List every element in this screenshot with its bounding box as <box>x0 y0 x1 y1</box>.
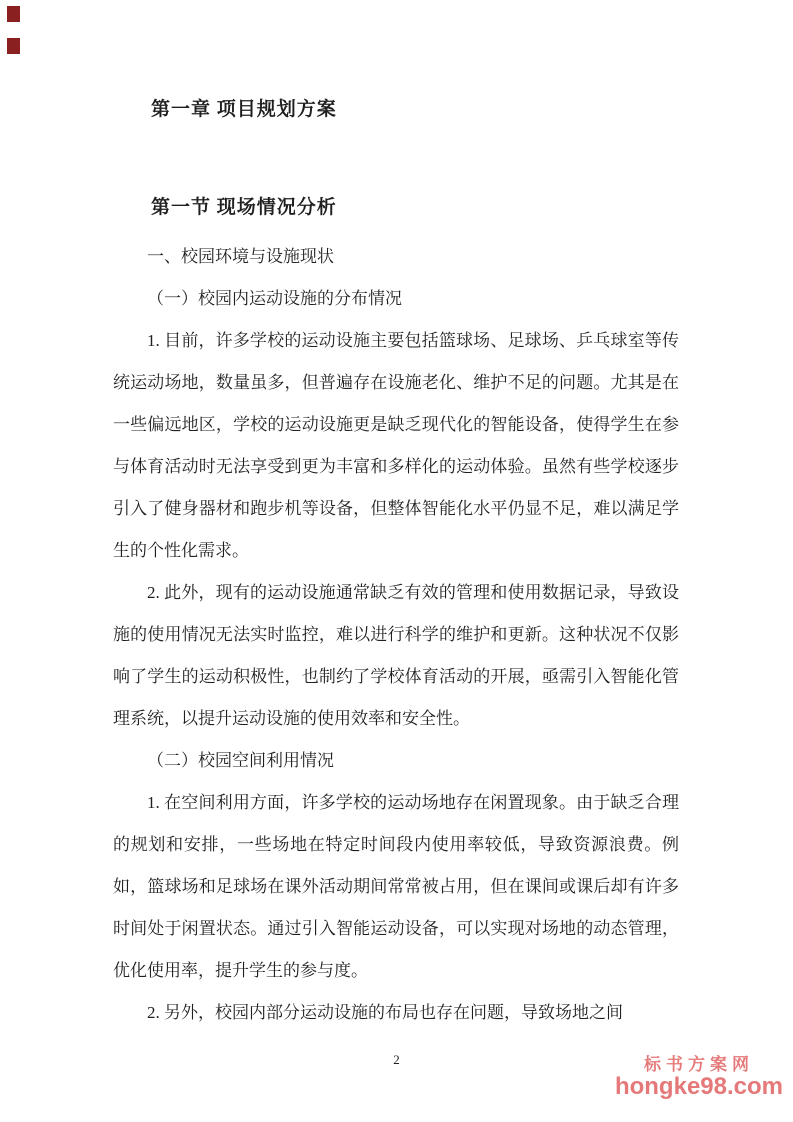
paragraph-block <box>113 236 679 1034</box>
page-number: 2 <box>393 1052 400 1067</box>
body-paragraph: 2. 此外，现有的运动设施通常缺乏有效的管理和使用数据记录，导致设施的使用情况无法实时监控，难以进行科学的维护和更新。这种状况不仅影响了学生的运动积极性，也制约了学校体育活动的开展，亟需引入智能化管理系统，以提升运动设施的使用效率和安全性。 <box>113 583 679 728</box>
body-paragraph: 1. 在空间利用方面，许多学校的运动场地存在闲置现象。由于缺乏合理的规划和安排，一些场地在特定时间段内使用率较低，导致资源浪费。例如，篮球场和足球场在课外活动期间常常被占用，但在课间或课后却有许多时间处于闲置状态。通过引入智能运动设备，可以实现对场地的动态管理，优化使用率，提升学生的参与度。 <box>113 793 679 980</box>
section-title: 第一节 现场情况分析 <box>151 197 337 218</box>
watermark-site-name: 标书方案网 <box>643 1055 754 1074</box>
subheading-level2: （一）校园内运动设施的分布情况 <box>147 289 402 308</box>
document-content <box>113 0 679 1034</box>
watermark <box>615 1056 783 1099</box>
red-corner-mark <box>7 6 20 22</box>
watermark-site-url: hongke98.com <box>614 1072 783 1100</box>
subheading-level2: （二）校园空间利用情况 <box>147 751 334 770</box>
red-corner-mark <box>7 38 20 54</box>
chapter-title: 第一章 项目规划方案 <box>151 99 337 120</box>
body-paragraph: 1. 目前，许多学校的运动设施主要包括篮球场、足球场、乒乓球室等传统运动场地，数量虽多，但普遍存在设施老化、维护不足的问题。尤其是在一些偏远地区，学校的运动设施更是缺乏现代化的智能设备，使得学生在参与体育活动时无法享受到更为丰富和多样化的运动体验。虽然有些学校逐步引入了健身器材和跑步机等设备，但整体智能化水平仍显不足，难以满足学生的个性化需求。 <box>113 331 679 560</box>
body-paragraph: 2. 另外，校园内部分运动设施的布局也存在问题，导致场地之间 <box>147 1003 623 1022</box>
subheading-level1: 一、校园环境与设施现状 <box>147 247 334 266</box>
